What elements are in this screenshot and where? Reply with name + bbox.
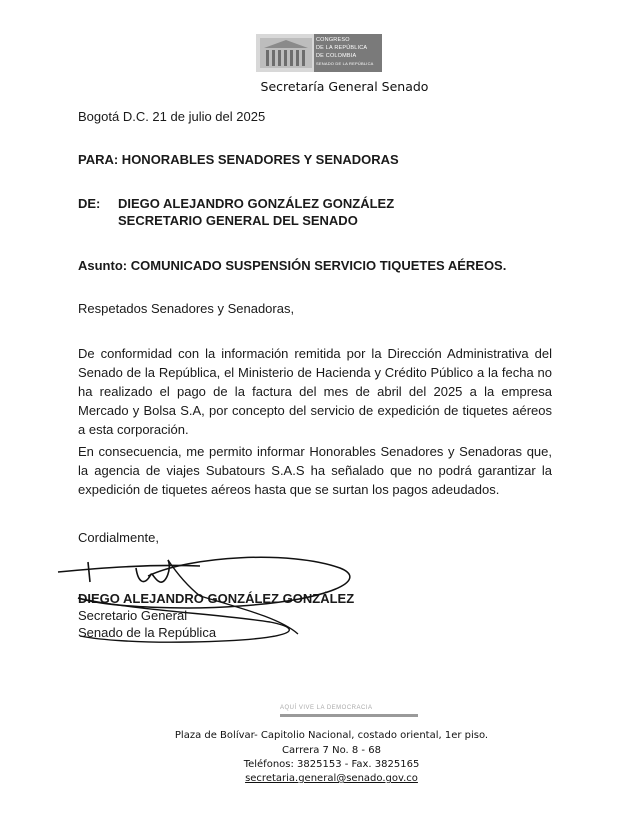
logo-text-line-3: DE COLOMBIA: [316, 53, 357, 59]
handwritten-signature: [40, 548, 360, 653]
signer-entity: Senado de la República: [78, 625, 217, 640]
subject-label: Asunto:: [78, 258, 128, 273]
subject-text: COMUNICADO SUSPENSIÓN SERVICIO TIQUETES AÉREOS.: [130, 258, 507, 273]
signer-title: Secretario General: [78, 608, 188, 623]
recipient: PARA: HONORABLES SENADORES Y SENADORAS: [78, 152, 399, 167]
logo-text: [316, 36, 380, 68]
subject-line: [78, 257, 506, 275]
paragraph-1: De conformidad con la información remitida por la Dirección Administrativa del Senado de la República, el Ministerio de Hacienda y Crédito Público a la fecha no ha realizado el pago de la factura del mes de abril del 2025 a la empresa Mercado y Bolsa S.A, por concepto del servicio de expedición de tiquetes aéreos a esta corporación.: [78, 346, 552, 437]
logo-text-line-4: SENADO DE LA REPÚBLICA: [316, 61, 374, 66]
footer-motto-underline: [280, 714, 418, 717]
footer-email-link[interactable]: secretaria.general@senado.gov.co: [245, 773, 418, 784]
footer-address: [0, 730, 629, 741]
from-label: DE:: [78, 196, 101, 211]
footer-email: [0, 773, 629, 784]
sender-title: SECRETARIO GENERAL DEL SENADO: [118, 213, 358, 228]
paragraph-2: En consecuencia, me permito informar Honorables Senadores y Senadoras que, la agencia de viajes Subatours S.A.S ha señalado que no podrá garantizar la expedición de tiquetes aéreos hasta que se surtan los pagos adeudados.: [78, 444, 552, 497]
logo-text-line-2: DE LA REPÚBLICA: [316, 45, 368, 51]
place-date: Bogotá D.C. 21 de julio del 2025: [78, 109, 266, 124]
footer-motto: [280, 705, 373, 711]
footer-phones: [0, 759, 629, 770]
closing: Cordialmente,: [78, 530, 159, 545]
signer-name: DIEGO ALEJANDRO GONZÁLEZ GONZÁLEZ: [78, 591, 355, 606]
office-name: [0, 78, 629, 96]
senate-logo: [256, 34, 382, 72]
office-name-text: Secretaría General Senado: [260, 79, 429, 94]
salutation: Respetados Senadores y Senadoras,: [78, 301, 295, 316]
logo-text-line-1: CONGRESO: [316, 37, 350, 43]
footer-motto-text: AQUÍ VIVE LA DEMOCRACIA: [280, 705, 373, 711]
footer-address-2-text: Carrera 7 No. 8 - 68: [282, 745, 381, 756]
footer-address-text: Plaza de Bolívar- Capitolio Nacional, costado oriental, 1er piso.: [174, 730, 489, 741]
footer-phones-text: Teléfonos: 3825153 - Fax. 3825165: [243, 759, 420, 770]
footer-address-2: [0, 745, 629, 756]
sender-name: DIEGO ALEJANDRO GONZÁLEZ GONZÁLEZ: [118, 196, 395, 211]
